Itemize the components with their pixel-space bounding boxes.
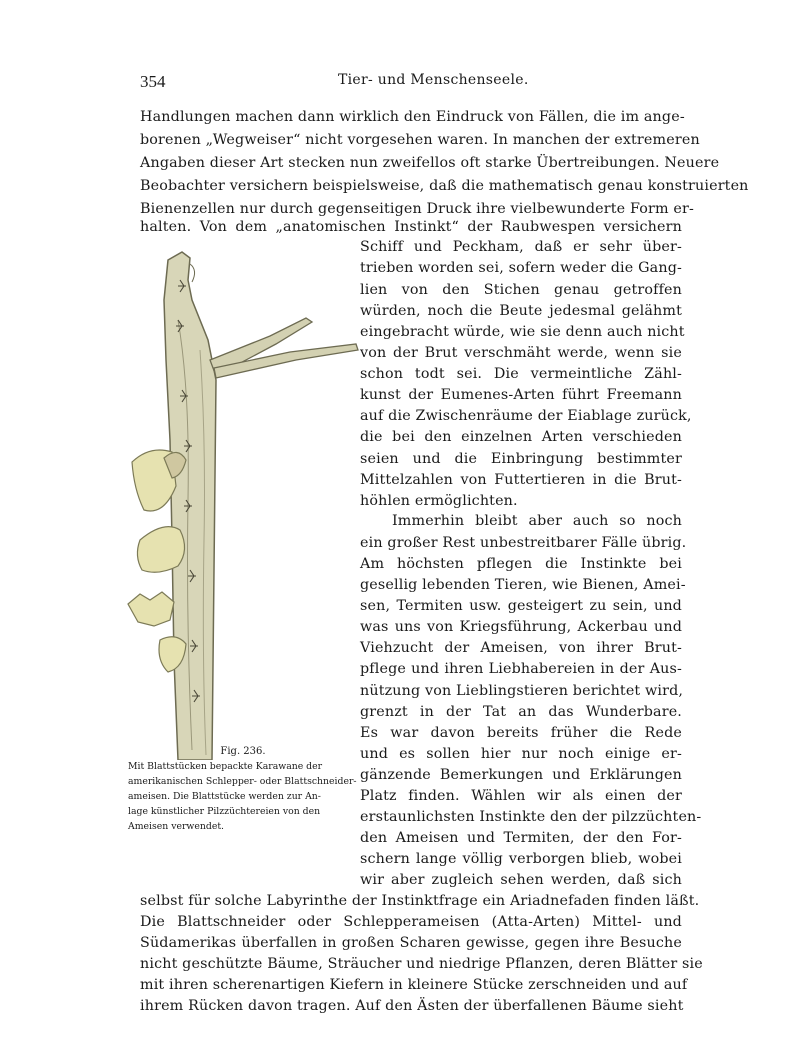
text-line: pflege und ihren Liebhabereien in der Aus-: [360, 661, 682, 677]
caption-line: amerikanischen Schlepper- oder Blattschneider-: [128, 776, 357, 787]
text-line: selbst für solche Labyrinthe der Instinktfrage ein Ariadnefaden finden läßt.: [140, 893, 700, 909]
text-line: gesellig lebenden Tieren, wie Bienen, Amei-: [360, 577, 686, 593]
text-line: sen, Termiten usw. gesteigert zu sein, und: [360, 598, 682, 614]
text-line: mit ihren scherenartigen Kiefern in kleinere Stücke zerschneiden und auf: [140, 977, 688, 993]
text-line: würden, noch die Beute jedesmal gelähmt: [360, 303, 682, 319]
text-line: Mittelzahlen von Futtertieren in die Brut-: [360, 472, 682, 488]
text-line: borenen „Wegweiser“ nicht vorgesehen waren. In manchen der extremeren: [140, 132, 700, 148]
text-line: seien und die Einbringung bestimmter: [360, 451, 682, 467]
text-line: lien von den Stichen genau getroffen: [360, 282, 682, 298]
text-line: Südamerikas überfallen in großen Scharen gewisse, gegen ihre Besuche: [140, 935, 682, 951]
text-line: grenzt in der Tat an das Wunderbare.: [360, 704, 682, 720]
caption-line: Ameisen verwendet.: [128, 821, 225, 832]
branch-drawing: [164, 252, 358, 760]
text-line: Beobachter versichern beispielsweise, daß die mathematisch genau konstruierten: [140, 178, 749, 194]
caption-line: lage künstlicher Pilzzüchtereien von den: [128, 806, 321, 817]
text-line: Handlungen machen dann wirklich den Eindruck von Fällen, die im ange-: [140, 109, 685, 125]
page-header: [140, 72, 680, 96]
text-line: ihrem Rücken davon tragen. Auf den Ästen der überfallenen Bäume sieht: [140, 998, 684, 1014]
running-head: Tier- und Menschenseele.: [338, 72, 529, 88]
text-line: Platz finden. Wählen wir als einen der: [360, 788, 682, 804]
text-line: Viehzucht der Ameisen, von ihrer Brut-: [360, 640, 682, 656]
text-line: höhlen ermöglichten.: [360, 493, 518, 509]
text-line: und es sollen hier nur noch einige er-: [360, 746, 682, 762]
figure-caption: [128, 744, 358, 834]
text-line: Immerhin bleibt aber auch so noch: [392, 513, 682, 529]
text-line: den Ameisen und Termiten, der den For-: [360, 830, 682, 846]
text-line: schon todt sei. Die vermeintliche Zähl-: [360, 366, 682, 382]
text-line: Schiff und Peckham, daß er sehr über-: [360, 239, 682, 255]
text-line: von der Brut verschmäht werde, wenn sie: [360, 345, 682, 361]
text-line: wir aber zugleich sehen werden, daß sich: [360, 872, 682, 888]
branch-with-leaf-cutter-ants-illustration: [120, 240, 360, 760]
text-line: erstaunlichsten Instinkte den der pilzzüchten-: [360, 809, 702, 825]
text-line: halten. Von dem „anatomischen Instinkt“ der Raubwespen versichern: [140, 219, 682, 235]
page-number: 354: [140, 72, 166, 91]
caption-line: Mit Blattstücken bepackte Karawane der: [128, 761, 323, 772]
text-line: was uns von Kriegsführung, Ackerbau und: [360, 619, 682, 635]
text-line: Die Blattschneider oder Schlepperameisen (Atta-Arten) Mittel- und: [140, 914, 682, 930]
text-line: Angaben dieser Art stecken nun zweifellos oft starke Übertreibungen. Neuere: [140, 155, 720, 171]
text-line: Es war davon bereits früher die Rede: [360, 725, 682, 741]
text-line: trieben worden sei, sofern weder die Gang-: [360, 260, 682, 276]
text-line: nicht geschützte Bäume, Sträucher und niedrige Pflanzen, deren Blätter sie: [140, 956, 703, 972]
text-line: kunst der Eumenes-Arten führt Freemann: [360, 387, 682, 403]
text-line: Bienenzellen nur durch gegenseitigen Druck ihre vielbewunderte Form er-: [140, 201, 694, 217]
text-line: ein großer Rest unbestreitbarer Fälle übrig.: [360, 535, 687, 551]
text-line: die bei den einzelnen Arten verschieden: [360, 429, 682, 445]
text-line: nützung von Lieblingstieren berichtet wird,: [360, 683, 684, 699]
text-line: eingebracht würde, wie sie denn auch nicht: [360, 324, 685, 340]
text-line: Am höchsten pflegen die Instinkte bei: [360, 556, 682, 572]
text-line: gänzende Bemerkungen und Erklärungen: [360, 767, 682, 783]
text-line: auf die Zwischenräume der Eiablage zurück,: [360, 408, 692, 424]
figure-label: Fig. 236.: [220, 746, 266, 757]
caption-line: ameisen. Die Blattstücke werden zur An-: [128, 791, 321, 802]
text-line: schern lange völlig verborgen blieb, wobei: [360, 851, 682, 867]
